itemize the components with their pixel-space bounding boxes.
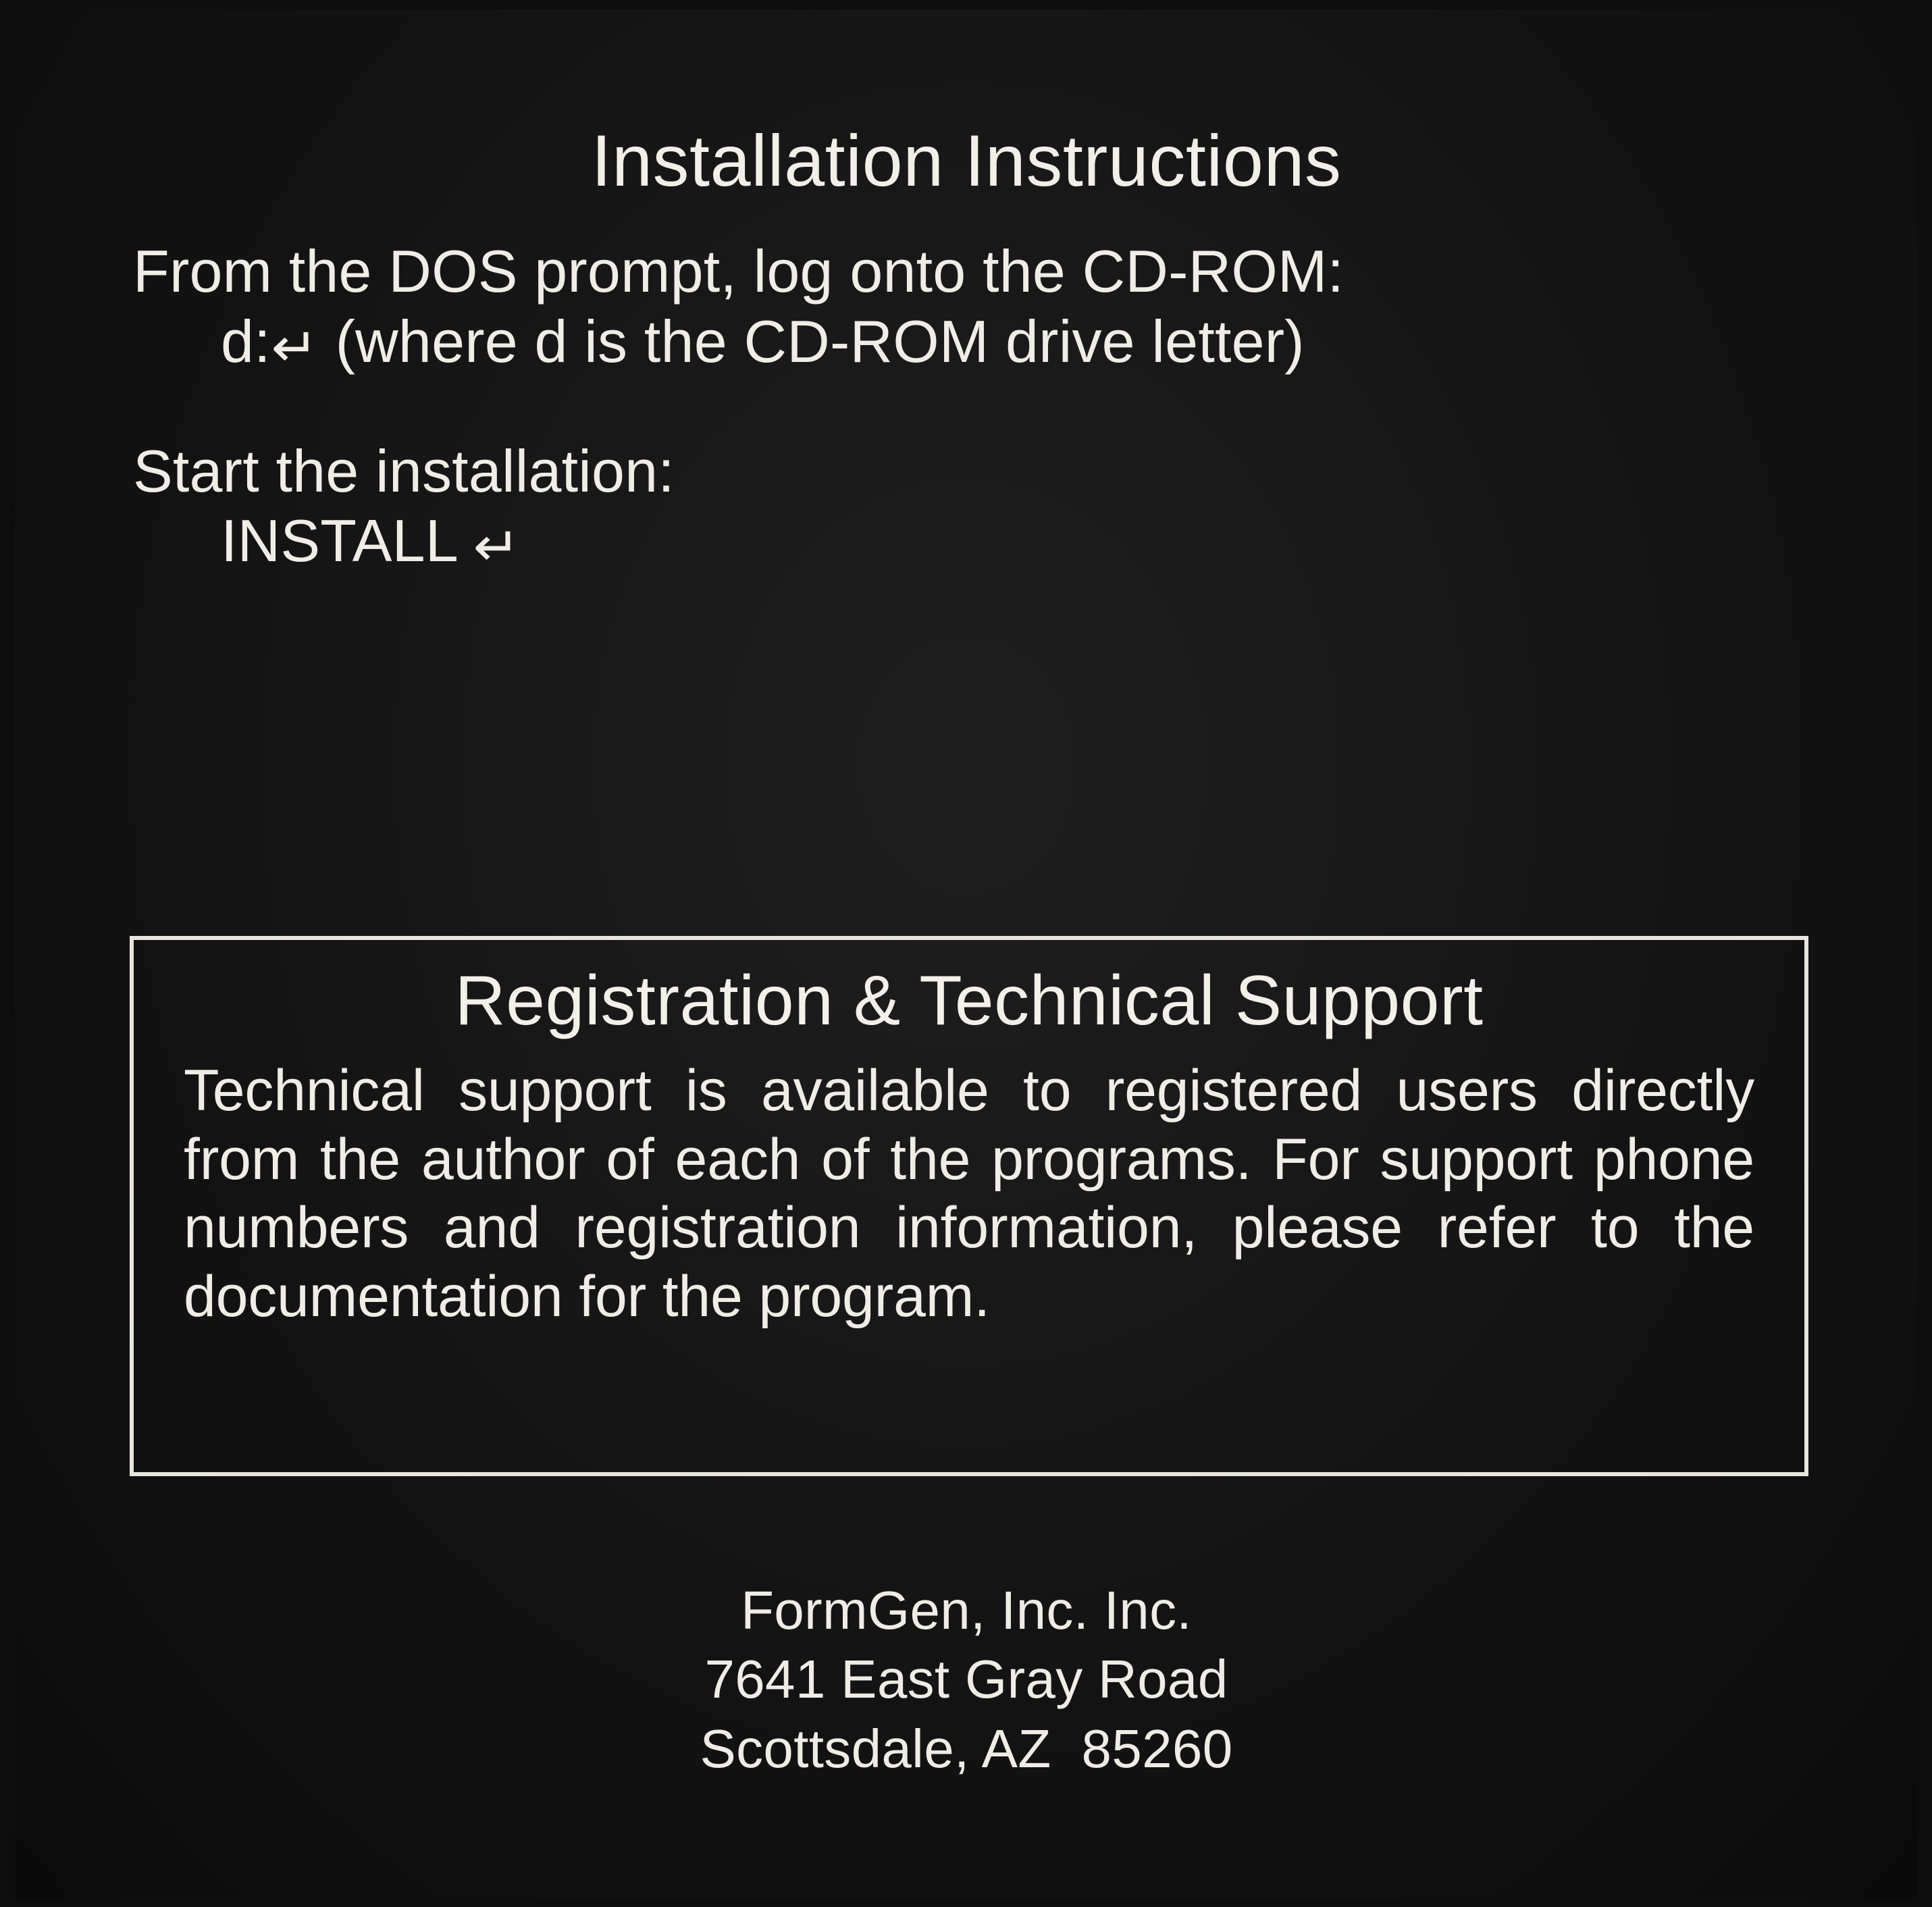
registration-support-title: Registration & Technical Support	[454, 962, 1484, 1040]
registration-support-box	[130, 936, 1808, 1476]
install-command: INSTALL	[221, 507, 473, 575]
publisher-name: FormGen, Inc. Inc.	[741, 1580, 1192, 1640]
paragraph-spacer	[133, 377, 1918, 436]
drive-letter-command: d:	[221, 307, 271, 375]
drive-letter-note: (where d is the CD-ROM drive letter)	[319, 307, 1305, 375]
registration-support-text: Technical support is available to registered users directly from the author of each of the programs. For support phone numbers and registration information, please refer to the documentation for the program.	[184, 1058, 1754, 1329]
card-content	[15, 9, 1918, 1898]
installation-instructions-title: Installation Instructions	[591, 120, 1342, 201]
enter-key-icon-2: ↵	[473, 517, 521, 577]
publisher-street: 7641 East Gray Road	[704, 1649, 1228, 1710]
installation-instructions-body	[15, 236, 1918, 576]
install-step-login-command	[133, 307, 1918, 377]
publisher-city-state-zip: Scottsdale, AZ 85260	[700, 1718, 1233, 1779]
install-step-start-command	[133, 506, 1918, 576]
enter-key-icon: ↵	[271, 317, 319, 377]
printed-card	[15, 9, 1918, 1898]
publisher-address	[15, 1576, 1918, 1783]
install-step-start-label: Start the installation:	[133, 437, 675, 504]
install-step-login-label: From the DOS prompt, log onto the CD-ROM:	[133, 238, 1344, 305]
